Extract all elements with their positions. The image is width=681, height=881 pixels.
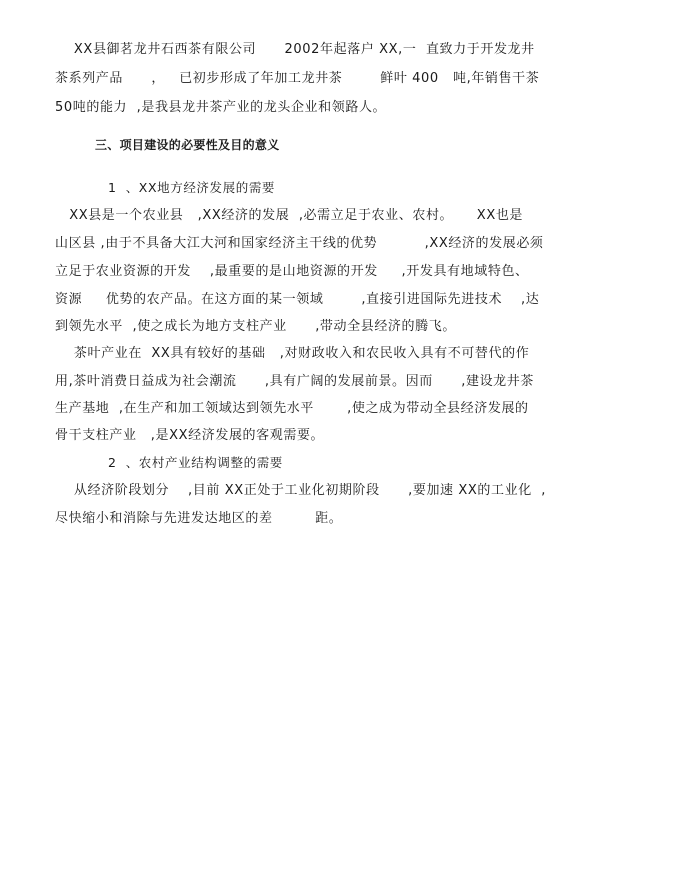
subsection-1-para-a-line-3: 立足于农业资源的开发 ,最重要的是山地资源的开发 ,开发具有地域特色、 [55, 264, 529, 279]
subsection-1-para-b-line-1: 茶叶产业在 XX具有较好的基础 ,对财政收入和农民收入具有不可替代的作 [55, 346, 530, 361]
intro-line-1: XX县御茗龙井石西茶有限公司 2002年起落户 XX,一 直致力于开发龙井 [55, 42, 535, 57]
subsection-1-para-b-line-4: 骨干支柱产业 ,是XX经济发展的客观需要。 [55, 428, 325, 443]
subsection-2-para-line-2: 尽快缩小和消除与先进发达地区的差 距。 [55, 511, 343, 526]
subsection-2-title: 2 、农村产业结构调整的需要 [108, 455, 283, 470]
subsection-1-title: 1 、XX地方经济发展的需要 [108, 180, 276, 195]
section-heading: 三、项目建设的必要性及目的意义 [95, 138, 280, 152]
intro-line-2: 茶系列产品 ， 已初步形成了年加工龙井茶 鲜叶 400 吨,年销售干茶 [55, 71, 540, 86]
subsection-1-para-a-line-2: 山区县 ,由于不具备大江大河和国家经济主干线的优势 ,XX经济的发展必须 [55, 236, 544, 251]
subsection-1-para-b-line-3: 生产基地 ,在生产和加工领域达到领先水平 ,使之成为带动全县经济发展的 [55, 401, 529, 416]
subsection-1-para-b-line-2: 用,茶叶消费日益成为社会潮流 ,具有广阔的发展前景。因而 ,建设龙井茶 [55, 374, 534, 389]
intro-line-3: 50吨的能力 ,是我县龙井茶产业的龙头企业和领路人。 [55, 100, 387, 115]
subsection-1-para-a-line-1: XX县是一个农业县 ,XX经济的发展 ,必需立足于农业、农村。 XX也是 [55, 208, 524, 223]
subsection-2-para-line-1: 从经济阶段划分 ,目前 XX正处于工业化初期阶段 ,要加速 XX的工业化 , [55, 483, 547, 498]
subsection-1-para-a-line-4: 资源 优势的农产品。在这方面的某一领域 ,直接引进国际先进技术 ,达 [55, 292, 540, 307]
subsection-1-para-a-line-5: 到领先水平 ,使之成长为地方支柱产业 ,带动全县经济的腾飞。 [55, 319, 456, 334]
